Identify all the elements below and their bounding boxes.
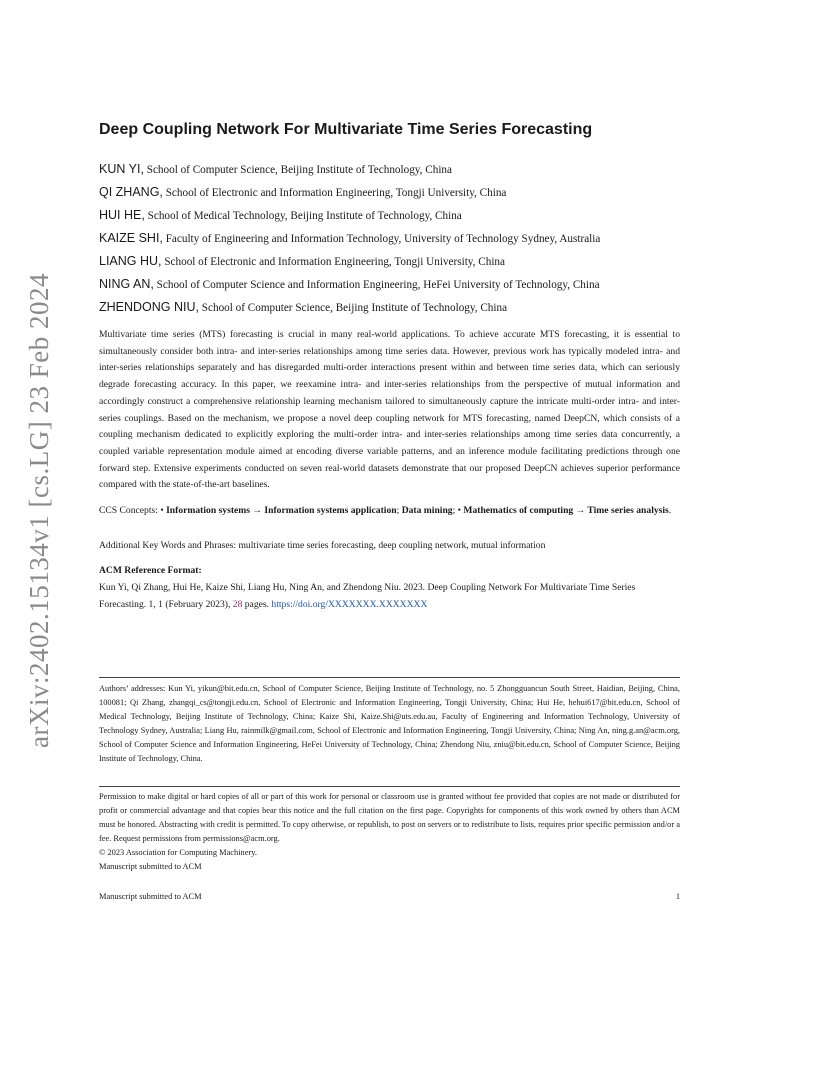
ccs-separator: ; • — [452, 505, 464, 517]
author-entry — [99, 181, 680, 204]
arxiv-identifier: arXiv:2402.15134v1 [cs.LG] 23 Feb 2024 — [23, 272, 54, 748]
author-affiliation: Faculty of Engineering and Information Technology, University of Technology Sydney, Australia — [165, 233, 601, 245]
author-addresses: Authors’ addresses: Kun Yi, yikun@bit.edu.cn, School of Computer Science, Beijing Institute of Technology, no. 5 Zhongguancun South Street, Haidian, Beijing, China, 100081; Qi Zhang, zhangqi_cs@tongji.edu.cn, School of Electronic and Information Engineering, Tongji University, China; Hui He, hehui617@bit.edu.cn, School of Medical Technology, Beijing Institute of Technology, China; Kaize Shi, Kaize.Shi@uts.edu.au, Faculty of Engineering and Information Technology, University of Technology Sydney, Australia; Liang Hu, rainmilk@gmail.com, School of Electronic and Information Engineering, Tongji University, China; Ning An, ning.g.an@acm.org, School of Computer Science and Information Engineering, HeFei University of Technology, China; Zhendong Niu, zniu@bit.edu.cn, School of Computer Science, Beijing Institute of Technology, China. — [99, 684, 680, 764]
ccs-bullet: • — [160, 505, 167, 517]
paper-front-matter — [99, 120, 680, 614]
author-name: HUI HE, — [99, 208, 145, 222]
reference-format-heading: ACM Reference Format: — [99, 565, 202, 577]
ccs-separator: ; — [396, 505, 402, 517]
author-addresses-footnote — [99, 677, 680, 767]
author-name: LIANG HU, — [99, 254, 162, 268]
author-entry — [99, 250, 680, 273]
author-name: ZHENDONG NIU, — [99, 300, 199, 314]
page-count-link[interactable]: 28 — [232, 598, 243, 610]
paper-title: Deep Coupling Network For Multivariate Time Series Forecasting — [99, 121, 593, 138]
author-affiliation: School of Electronic and Information Engineering, Tongji University, China — [165, 187, 507, 199]
reference-text: Kun Yi, Qi Zhang, Hui He, Kaize Shi, Liang Hu, Ning An, and Zhendong Niu. 2023. Deep Coupling Network For Multivariate Time Series Forecasting. 1, 1 (February 2023), — [99, 582, 636, 610]
author-entry — [99, 227, 680, 250]
permission-text: Permission to make digital or hard copies of all or part of this work for personal or classroom use is granted without fee provided that copies are not made or distributed for profit or commercial advantage and that copies bear this notice and the full citation on the first page. Copyrights for components of this work owned by others than ACM must be honored. Abstracting with credit is permitted. To copy otherwise, or republish, to post on servers or to redistribute to lists, requires prior specific permission and/or a fee. Request permissions from permissions@acm.org. — [99, 792, 680, 844]
author-entry — [99, 296, 680, 319]
permission-notice — [99, 787, 680, 875]
page-footer — [99, 890, 680, 904]
author-name: QI ZHANG, — [99, 185, 163, 199]
author-name: NING AN, — [99, 277, 154, 291]
page-number: 1 — [675, 892, 680, 901]
ccs-concept: Data mining — [401, 505, 453, 517]
author-affiliation: School of Medical Technology, Beijing Institute of Technology, China — [147, 210, 462, 222]
ccs-concept: Information systems → Information systems application — [166, 505, 397, 517]
author-entry — [99, 204, 680, 227]
abstract: Multivariate time series (MTS) forecasting is crucial in many real-world applications. To achieve accurate MTS forecasting, it is essential to simultaneously consider both intra- and inter-series relationships among time series data. However, previous work has typically modeled intra- and inter-series relationships separately and has disregarded multi-order interactions present within and between time series data, which can seriously degrade forecasting accuracy. In this paper, we reexamine intra- and inter-series relationships from the perspective of mutual information and accordingly construct a comprehensive relationship learning mechanism tailored to simultaneously capture the intricate multi-order intra- and inter-series couplings. Based on the mechanism, we propose a novel deep coupling network for MTS forecasting, named DeepCN, which consists of a coupling mechanism dedicated to explicitly exploring the multi-order intra- and inter-series relationships among time series data concurrently, a coupled variable representation module aimed at encoding diverse variable patterns, and an inference module facilitating predictions through one forward step. Extensive experiments conducted on seven real-world datasets demonstrate that our proposed DeepCN achieves superior performance compared with the state-of-the-art baselines. — [99, 329, 680, 491]
author-list — [99, 158, 680, 319]
author-name: KUN YI, — [99, 162, 144, 176]
ccs-end: . — [668, 505, 672, 517]
author-affiliation: School of Computer Science, Beijing Institute of Technology, China — [201, 302, 508, 314]
author-affiliation: School of Computer Science, Beijing Institute of Technology, China — [146, 164, 452, 176]
manuscript-note: Manuscript submitted to ACM — [99, 862, 202, 872]
author-affiliation: School of Electronic and Information Engineering, Tongji University, China — [164, 256, 505, 268]
reference-pages-suffix: pages. — [242, 598, 272, 610]
doi-link[interactable]: https://doi.org/XXXXXXX.XXXXXXX — [271, 598, 428, 610]
author-affiliation: School of Computer Science and Information Engineering, HeFei University of Technology, China — [156, 279, 600, 291]
permission-block — [99, 786, 680, 875]
additional-keywords: Additional Key Words and Phrases: multivariate time series forecasting, deep coupling network, mutual information — [99, 539, 546, 551]
author-name: KAIZE SHI, — [99, 231, 163, 245]
author-entry — [99, 273, 680, 296]
reference-format — [99, 580, 680, 613]
copyright-notice: © 2023 Association for Computing Machinery. — [99, 848, 257, 858]
ccs-concepts — [99, 503, 680, 520]
footer-manuscript-label: Manuscript submitted to ACM — [99, 892, 202, 901]
author-entry — [99, 158, 680, 181]
ccs-concept: Mathematics of computing → Time series analysis — [463, 505, 669, 517]
arxiv-identifier-sidebar — [8, 272, 70, 748]
ccs-label: CCS Concepts: — [99, 505, 161, 517]
